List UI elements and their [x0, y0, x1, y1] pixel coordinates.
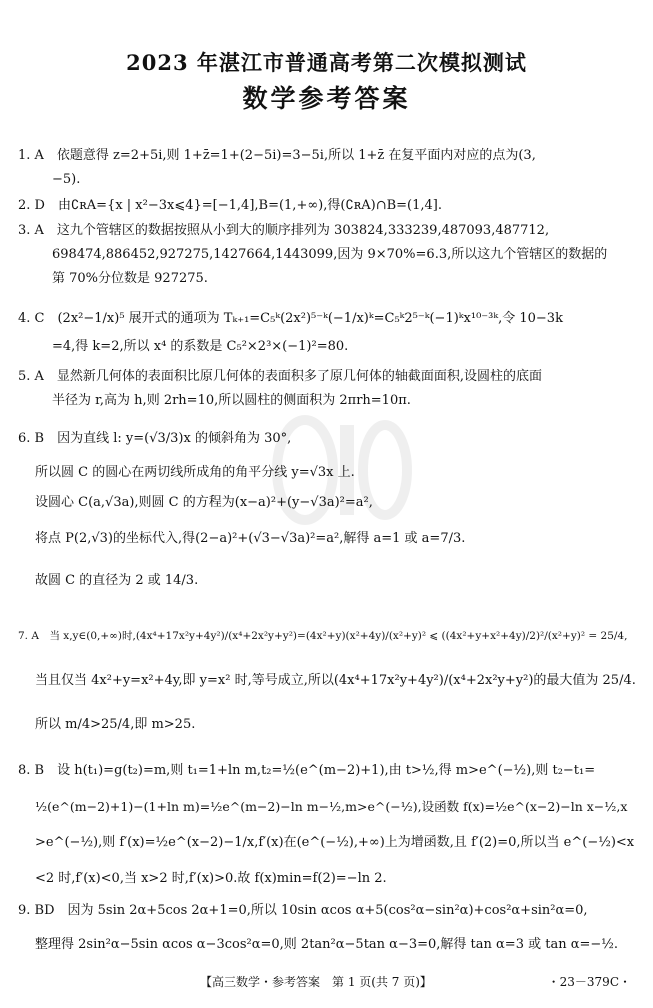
answer-line: 整理得 2sin²α−5sin αcos α−3cos²α=0,则 2tan²α−5tan α−3=0,解得 tan α=3 或 tan α=−½. [35, 937, 619, 952]
answer-line: 半径为 r,高为 h,则 2rh=10,所以圆柱的侧面积为 2πrh=10π. [52, 393, 411, 408]
page-title: 2023 年湛江市普通高考第二次模拟测试 [126, 50, 527, 75]
answer-line: 3. A 这九个管辖区的数据按照从小到大的顺序排列为 303824,333239,487093,487712, [18, 223, 550, 238]
answer-line: −5). [52, 172, 81, 187]
answer-line: 9. BD 因为 5sin 2α+5cos 2α+1=0,所以 10sin αcos α+5(cos²α−sin²α)+cos²α+sin²α=0, [18, 903, 588, 918]
answer-line: 4. C (2x²−1/x)⁵ 展开式的通项为 Tₖ₊₁=C₅ᵏ(2x²)⁵⁻ᵏ(−1/x)ᵏ=C₅ᵏ2⁵⁻ᵏ(−1)ᵏx¹⁰⁻³ᵏ,令 10−3k [18, 311, 563, 326]
answer-line: 1. A 依题意得 z=2+5i,则 1+z̄=1+(2−5i)=3−5i,所以 1+z̄ 在复平面内对应的点为(3, [18, 148, 536, 163]
answer-line: 设圆心 C(a,√3a),则圆 C 的方程为(x−a)²+(y−√3a)²=a², [35, 495, 373, 510]
answer-line: 698474,886452,927275,1427664,1443099,因为 9×70%=6.3,所以这九个管辖区的数据的 [52, 247, 608, 262]
page-subtitle: 数学参考答案 [242, 84, 411, 113]
answer-line: 6. B 因为直线 l: y=(√3/3)x 的倾斜角为 30°, [18, 431, 292, 446]
answer-line: 2. D 由∁ʀA={x | x²−3x⩽4}=[−1,4],B=(1,+∞),得(∁ʀA)∩B=(1,4]. [18, 198, 443, 213]
answer-line: 所以 m/4>25/4,即 m>25. [35, 717, 196, 732]
answer-line: 第 70%分位数是 927275. [52, 271, 208, 286]
answer-line: 故圆 C 的直径为 2 或 14/3. [35, 573, 199, 588]
answer-line: 将点 P(2,√3)的坐标代入,得(2−a)²+(√3−√3a)²=a²,解得 a=1 或 a=7/3. [35, 531, 466, 546]
footer-code: ・23－379C・ [547, 975, 631, 989]
answer-line: =4,得 k=2,所以 x⁴ 的系数是 C₅²×2³×(−1)²=80. [52, 339, 349, 354]
answer-line: 8. B 设 h(t₁)=g(t₂)=m,则 t₁=1+ln m,t₂=½(e^(m−2)+1),由 t>½,得 m>e^(−½),则 t₂−t₁= [18, 763, 596, 778]
answer-line: 当且仅当 4x²+y=x²+4y,即 y=x² 时,等号成立,所以(4x⁴+17x²y+4y²)/(x⁴+2x²y+y²)的最大值为 25/4. [35, 673, 636, 688]
footer-page-info: 【高三数学・参考答案 第 1 页(共 7 页)】 [200, 975, 432, 989]
answer-line: 5. A 显然新几何体的表面积比原几何体的表面积多了原几何体的轴截面面积,设圆柱的底面 [18, 369, 543, 384]
answer-line: 7. A 当 x,y∈(0,+∞)时,(4x⁴+17x²y+4y²)/(x⁴+2x²y+y²)=(4x²+y)(x²+4y)/(x²+y)² ⩽ ((4x²+y+x²+4y)/2)²/(x²+y)² = 25/4, [18, 630, 628, 642]
answer-line: ½(e^(m−2)+1)−(1+ln m)=½e^(m−2)−ln m−½,m>e^(−½),设函数 f(x)=½e^(x−2)−ln x−½,x [35, 799, 628, 814]
answer-line: 所以圆 C 的圆心在两切线所成角的角平分线 y=√3x 上. [35, 465, 355, 480]
answer-line: <2 时,f′(x)<0,当 x>2 时,f′(x)>0.故 f(x)min=f(2)=−ln 2. [35, 871, 387, 886]
answer-line: >e^(−½),则 f′(x)=½e^(x−2)−1/x,f′(x)在(e^(−½),+∞)上为增函数,且 f′(2)=0,所以当 e^(−½)<x [35, 835, 635, 850]
